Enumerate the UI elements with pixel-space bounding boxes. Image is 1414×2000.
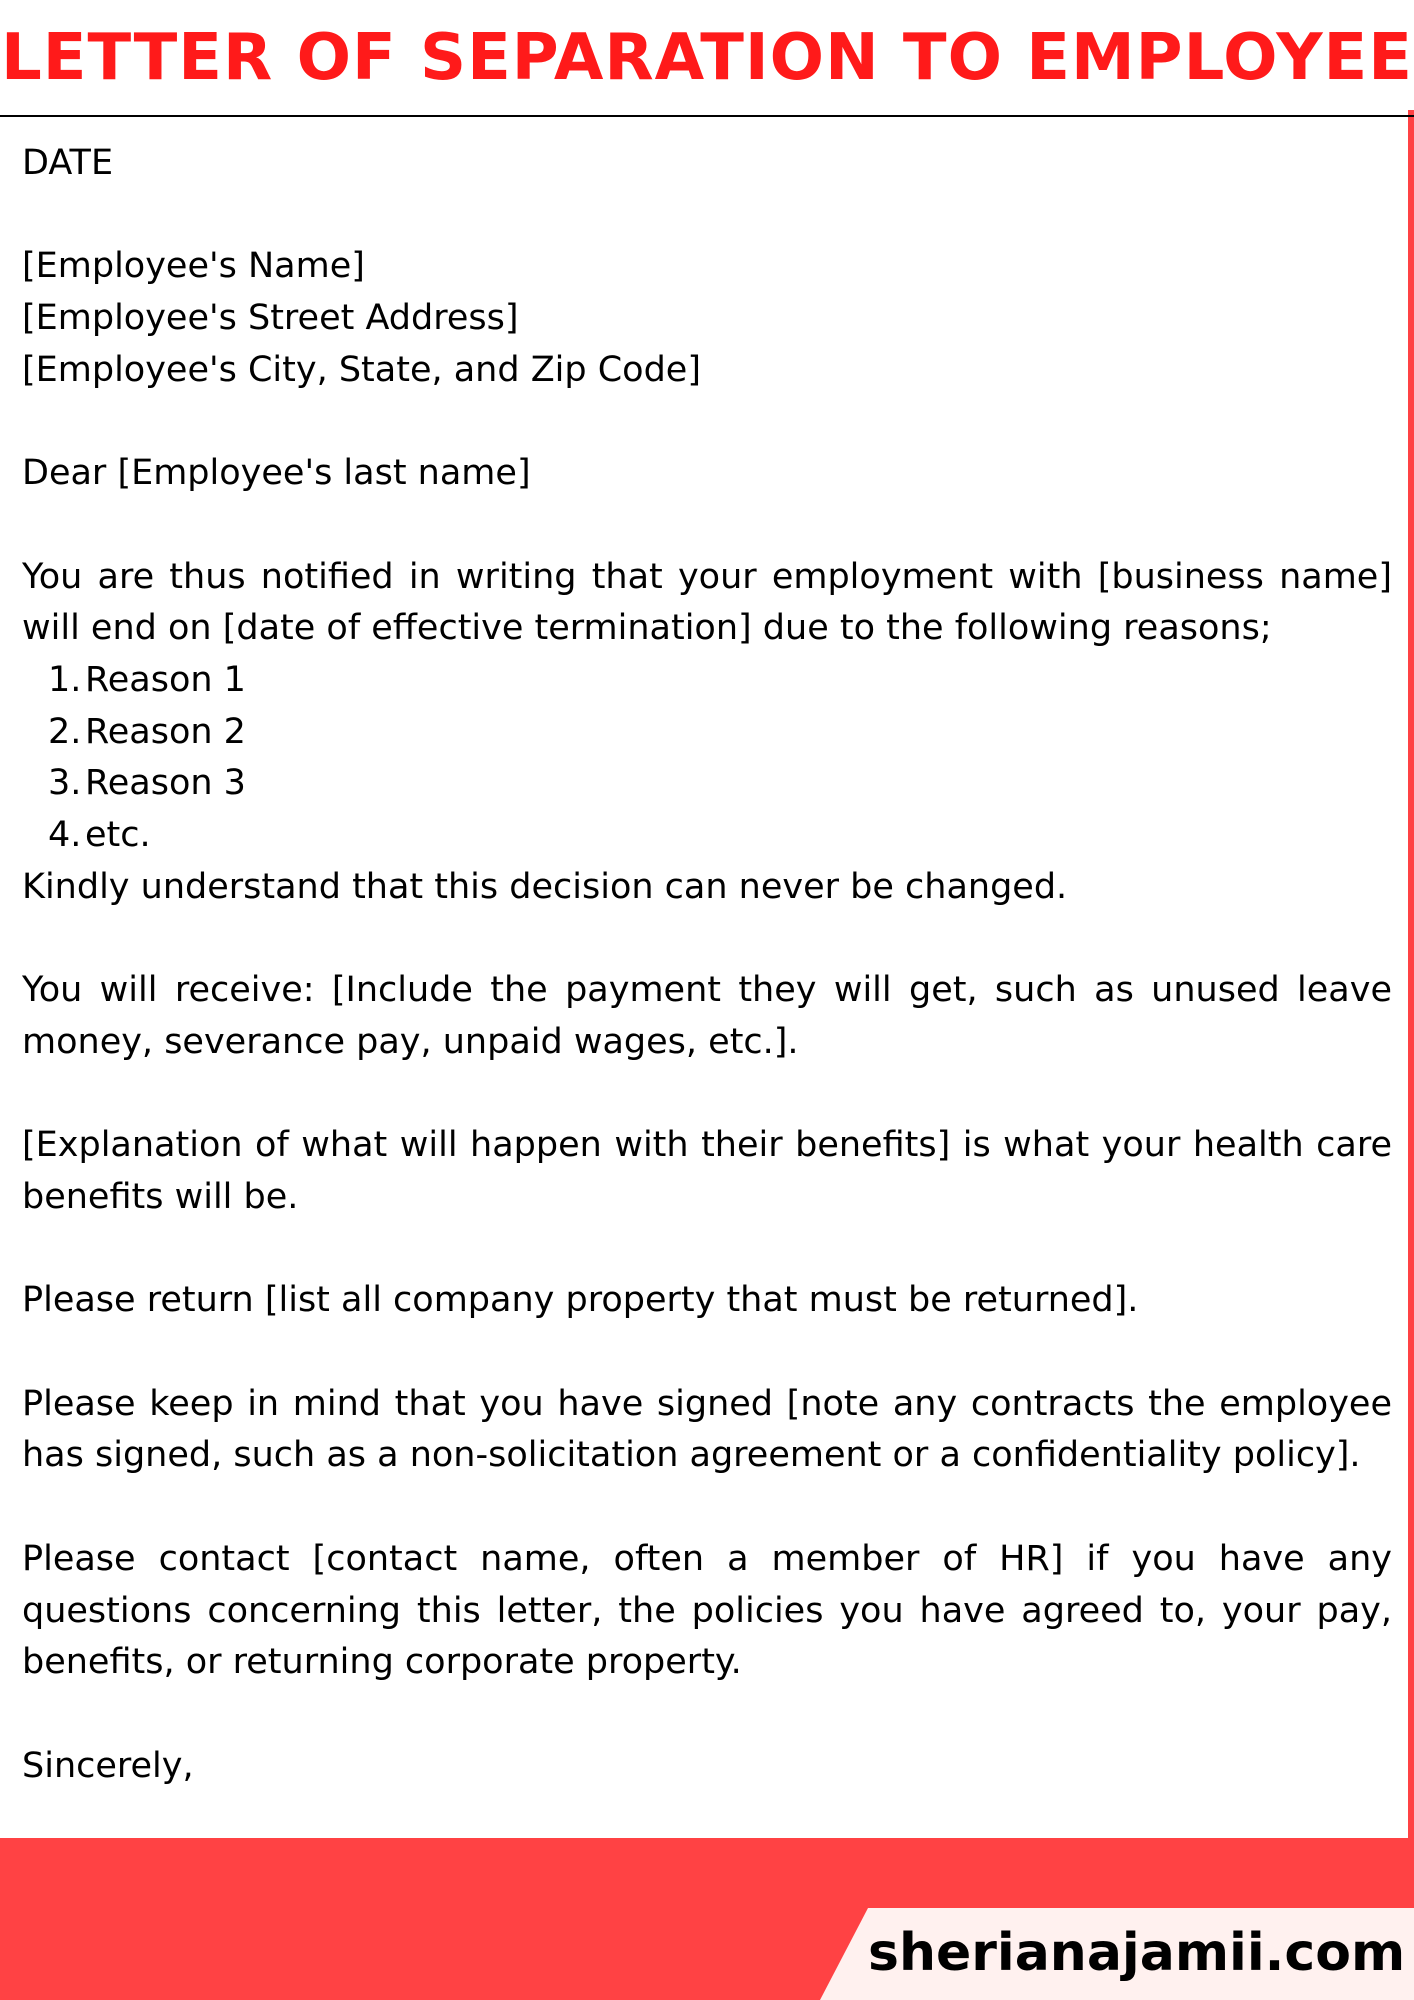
- benefits-paragraph: [Explanation of what will happen with their benefits] is what your health care benefits will be.: [22, 1125, 1392, 1217]
- page-title: LETTER OF SEPARATION TO EMPLOYEE: [1, 21, 1413, 95]
- list-text: etc.: [85, 815, 151, 856]
- list-text: Reason 1: [85, 659, 246, 700]
- list-number: 4.: [48, 815, 82, 856]
- closing-line: Sincerely,: [22, 1745, 194, 1786]
- decision-paragraph: Kindly understand that this decision can never be changed.: [22, 866, 1068, 907]
- list-text: Reason 3: [85, 763, 246, 804]
- title-divider: [0, 115, 1414, 117]
- letter-body: [22, 138, 1392, 1792]
- property-paragraph: Please return [list all company property that must be returned].: [22, 1280, 1139, 1321]
- list-item: [48, 758, 1392, 810]
- payment-paragraph: You will receive: [Include the payment they will get, such as unused leave money, severance pay, unpaid wages, etc.].: [22, 970, 1392, 1062]
- address-city: [Employee's City, State, and Zip Code]: [22, 349, 701, 390]
- list-item: [48, 707, 1392, 759]
- reasons-list: [22, 655, 1392, 862]
- list-item: [48, 655, 1392, 707]
- address-street: [Employee's Street Address]: [22, 298, 519, 339]
- list-item: [48, 810, 1392, 862]
- list-number: 2.: [48, 711, 82, 752]
- list-number: 3.: [48, 763, 82, 804]
- right-accent-bar: [1408, 110, 1414, 1845]
- list-number: 1.: [48, 659, 82, 700]
- date-line: DATE: [22, 143, 114, 183]
- list-text: Reason 2: [85, 711, 246, 752]
- contact-paragraph: Please contact [contact name, often a member of HR] if you have any questions concerning this letter, the policies you have agreed to, your pay, benefits, or returning corporate property.: [22, 1538, 1392, 1683]
- contracts-paragraph: Please keep in mind that you have signed [note any contracts the employee has signed, such as a non-solicitation agreement or a confidentiality policy].: [22, 1383, 1392, 1476]
- salutation: Dear [Employee's last name]: [22, 453, 531, 494]
- website-link[interactable]: sherianajamii.com: [868, 1923, 1406, 1983]
- intro-paragraph: You are thus notified in writing that your employment with [business name] will end on [date of effective termination] due to the following reasons;: [22, 556, 1392, 649]
- address-name: [Employee's Name]: [22, 246, 365, 287]
